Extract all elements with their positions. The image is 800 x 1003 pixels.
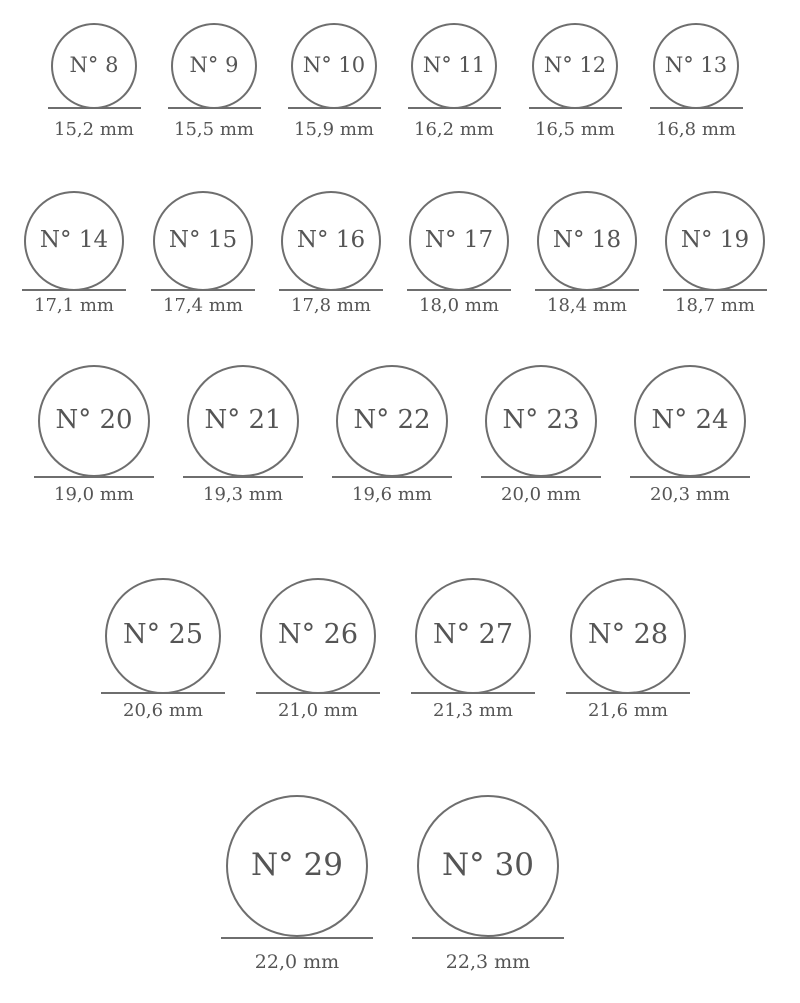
ring-baseline xyxy=(535,289,639,291)
ring-size-label: N° 21 xyxy=(204,404,282,435)
ring-size-label: N° 25 xyxy=(122,619,204,651)
ring-diameter-label: 22,0 mm xyxy=(254,950,340,973)
ring-baseline xyxy=(221,937,373,939)
ring-baseline xyxy=(183,476,303,478)
ring-baseline xyxy=(630,476,750,478)
ring-baseline xyxy=(101,692,225,694)
ring-circle xyxy=(415,578,531,694)
ring-diameter-label: 20,6 mm xyxy=(123,700,203,722)
ring-baseline xyxy=(168,107,261,109)
ring-baseline xyxy=(48,107,141,109)
ring-size-label: N° 20 xyxy=(55,404,133,435)
ring-diameter-label: 16,8 mm xyxy=(656,119,736,141)
ring-circle xyxy=(417,795,559,937)
ring-circle xyxy=(281,191,381,291)
ring-baseline xyxy=(279,289,383,291)
ring-diameter-label: 21,6 mm xyxy=(588,700,668,722)
ring-size-label: N° 28 xyxy=(587,619,669,651)
ring-circle xyxy=(38,365,150,477)
ring-size-label: N° 27 xyxy=(432,619,514,651)
ring-diameter-label: 17,4 mm xyxy=(163,295,243,317)
ring-baseline xyxy=(288,107,381,109)
ring-diameter-label: 21,0 mm xyxy=(278,700,358,722)
ring-size-label: N° 30 xyxy=(442,846,534,883)
ring-circle xyxy=(226,795,368,937)
ring-circle xyxy=(153,191,253,291)
ring-size-label: N° 11 xyxy=(422,52,486,77)
ring-circle xyxy=(665,191,765,291)
ring-circle xyxy=(187,365,299,477)
ring-size-label: N° 19 xyxy=(680,226,750,253)
ring-diameter-label: 18,4 mm xyxy=(547,295,627,317)
ring-circle xyxy=(260,578,376,694)
ring-diameter-label: 19,3 mm xyxy=(203,484,283,506)
ring-size-label: N° 12 xyxy=(543,52,607,77)
ring-circle xyxy=(291,23,377,109)
ring-circle xyxy=(105,578,221,694)
ring-size-label: N° 26 xyxy=(277,619,359,651)
ring-baseline xyxy=(22,289,126,291)
ring-baseline xyxy=(566,692,690,694)
ring-circle xyxy=(570,578,686,694)
ring-size-label: N° 13 xyxy=(664,52,728,77)
ring-baseline xyxy=(412,937,564,939)
ring-circle xyxy=(485,365,597,477)
ring-size-label: N° 18 xyxy=(552,226,622,253)
ring-circle xyxy=(653,23,739,109)
ring-diameter-label: 18,0 mm xyxy=(419,295,499,317)
ring-circle xyxy=(336,365,448,477)
ring-baseline xyxy=(332,476,452,478)
ring-diameter-label: 19,6 mm xyxy=(352,484,432,506)
ring-size-label: N° 22 xyxy=(353,404,431,435)
ring-baseline xyxy=(407,289,511,291)
ring-circle xyxy=(409,191,509,291)
ring-size-label: N° 10 xyxy=(302,52,366,77)
ring-baseline xyxy=(408,107,501,109)
ring-diameter-label: 21,3 mm xyxy=(433,700,513,722)
ring-circle xyxy=(537,191,637,291)
ring-baseline xyxy=(256,692,380,694)
ring-diameter-label: 16,2 mm xyxy=(414,119,494,141)
ring-size-label: N° 8 xyxy=(69,52,119,77)
ring-size-label: N° 9 xyxy=(189,52,239,77)
ring-baseline xyxy=(481,476,601,478)
ring-size-label: N° 17 xyxy=(424,226,494,253)
ring-baseline xyxy=(411,692,535,694)
ring-size-label: N° 16 xyxy=(296,226,366,253)
ring-circle xyxy=(171,23,257,109)
ring-baseline xyxy=(151,289,255,291)
ring-baseline xyxy=(650,107,743,109)
ring-diameter-label: 15,2 mm xyxy=(54,119,134,141)
ring-diameter-label: 17,1 mm xyxy=(34,295,114,317)
ring-diameter-label: 15,5 mm xyxy=(174,119,254,141)
ring-size-label: N° 24 xyxy=(651,404,729,435)
ring-size-label: N° 23 xyxy=(502,404,580,435)
ring-circle xyxy=(51,23,137,109)
ring-diameter-label: 17,8 mm xyxy=(291,295,371,317)
ring-size-label: N° 14 xyxy=(39,226,109,253)
ring-baseline xyxy=(529,107,622,109)
ring-diameter-label: 20,3 mm xyxy=(650,484,730,506)
ring-circle xyxy=(532,23,618,109)
ring-diameter-label: 16,5 mm xyxy=(535,119,615,141)
ring-diameter-label: 18,7 mm xyxy=(675,295,755,317)
ring-diameter-label: 15,9 mm xyxy=(294,119,374,141)
ring-baseline xyxy=(34,476,154,478)
ring-size-label: N° 15 xyxy=(168,226,238,253)
ring-diameter-label: 22,3 mm xyxy=(445,950,531,973)
ring-size-label: N° 29 xyxy=(251,846,343,883)
ring-circle xyxy=(411,23,497,109)
ring-circle xyxy=(634,365,746,477)
ring-circle xyxy=(24,191,124,291)
ring-diameter-label: 20,0 mm xyxy=(501,484,581,506)
ring-baseline xyxy=(663,289,767,291)
ring-diameter-label: 19,0 mm xyxy=(54,484,134,506)
